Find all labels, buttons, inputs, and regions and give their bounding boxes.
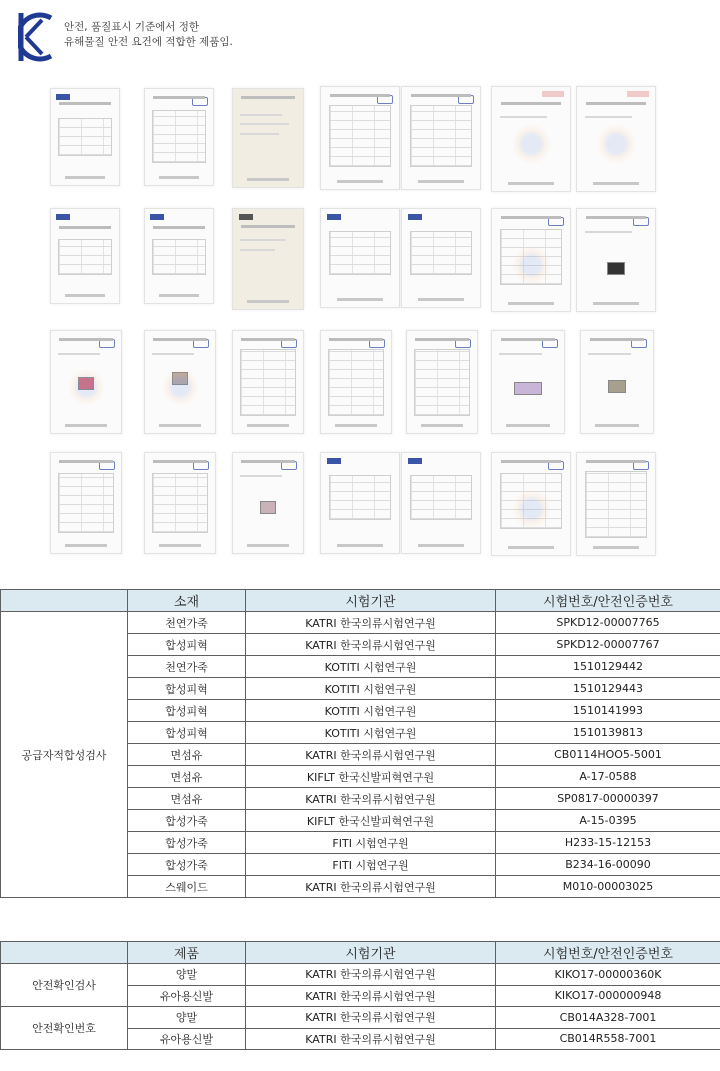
material-cell: 면섬유 bbox=[128, 766, 246, 788]
cert-number-cell: A-15-0395 bbox=[496, 810, 720, 832]
agency-cell: KATRI 한국의류시험연구원 bbox=[246, 1028, 496, 1050]
cert-number-cell: H233-15-12153 bbox=[496, 832, 720, 854]
material-cell: 합성피혁 bbox=[128, 722, 246, 744]
safety-confirmation-table bbox=[0, 941, 720, 1050]
header-agency: 시험기관 bbox=[246, 942, 496, 964]
test-report-thumbnail bbox=[232, 88, 304, 188]
test-report-thumbnail bbox=[576, 452, 656, 556]
agency-cell: FITI 시험연구원 bbox=[246, 832, 496, 854]
agency-cell: KOTITI 시험연구원 bbox=[246, 700, 496, 722]
test-report-thumbnail bbox=[491, 208, 571, 312]
test-report-thumbnail bbox=[50, 88, 120, 186]
material-cell: 스웨이드 bbox=[128, 876, 246, 898]
table-row bbox=[1, 964, 720, 986]
header-material: 소재 bbox=[128, 590, 246, 612]
group-label: 안전확인검사 bbox=[1, 964, 128, 1007]
agency-cell: KATRI 한국의류시험연구원 bbox=[246, 788, 496, 810]
cert-number-cell: 1510139813 bbox=[496, 722, 720, 744]
test-report-thumbnail bbox=[144, 208, 214, 304]
test-report-thumbnail bbox=[232, 208, 304, 310]
kc-certification-header bbox=[18, 10, 233, 66]
test-report-thumbnail bbox=[50, 208, 120, 304]
header-cert-number: 시험번호/안전인증번호 bbox=[496, 590, 720, 612]
cert-number-cell: M010-00003025 bbox=[496, 876, 720, 898]
header-product: 제품 bbox=[128, 942, 246, 964]
test-report-thumbnail bbox=[491, 330, 565, 434]
cert-number-cell: 1510129442 bbox=[496, 656, 720, 678]
agency-cell: KOTITI 시험연구원 bbox=[246, 678, 496, 700]
cert-number-cell: KIKO17-00000360K bbox=[496, 964, 720, 986]
test-report-thumbnail bbox=[144, 330, 216, 434]
agency-cell: KATRI 한국의류시험연구원 bbox=[246, 1007, 496, 1029]
table-row bbox=[1, 1007, 720, 1029]
test-report-thumbnail bbox=[576, 208, 656, 312]
supplier-table-body bbox=[1, 612, 720, 898]
test-report-thumbnail bbox=[580, 330, 654, 434]
material-cell: 합성피혁 bbox=[128, 678, 246, 700]
kc-statement bbox=[64, 20, 233, 50]
material-cell: 합성가죽 bbox=[128, 832, 246, 854]
agency-cell: KIFLT 한국신발피혁연구원 bbox=[246, 766, 496, 788]
material-cell: 합성가죽 bbox=[128, 854, 246, 876]
agency-cell: KIFLT 한국신발피혁연구원 bbox=[246, 810, 496, 832]
test-report-thumbnail bbox=[320, 452, 400, 554]
agency-cell: FITI 시험연구원 bbox=[246, 854, 496, 876]
agency-cell: KATRI 한국의류시험연구원 bbox=[246, 634, 496, 656]
kc-mark-icon bbox=[18, 10, 54, 64]
safety-table-body bbox=[1, 964, 720, 1050]
material-cell: 천연가죽 bbox=[128, 656, 246, 678]
cert-number-cell: 1510129443 bbox=[496, 678, 720, 700]
product-cell: 양말 bbox=[128, 1007, 246, 1029]
kc-statement-line-2: 유해물질 안전 요건에 적합한 제품임. bbox=[64, 36, 233, 48]
table-row bbox=[1, 612, 720, 634]
product-cell: 유아용신발 bbox=[128, 1028, 246, 1050]
cert-number-cell: 1510141993 bbox=[496, 700, 720, 722]
test-report-thumbnail bbox=[491, 86, 571, 192]
test-report-thumbnail bbox=[491, 452, 571, 556]
group-label: 안전확인번호 bbox=[1, 1007, 128, 1050]
test-report-thumbnail bbox=[232, 330, 304, 434]
agency-cell: KOTITI 시험연구원 bbox=[246, 656, 496, 678]
supplier-conformity-table bbox=[0, 589, 720, 898]
material-cell: 면섬유 bbox=[128, 788, 246, 810]
product-cell: 양말 bbox=[128, 964, 246, 986]
material-cell: 천연가죽 bbox=[128, 612, 246, 634]
material-cell: 합성가죽 bbox=[128, 810, 246, 832]
test-report-thumbnail bbox=[232, 452, 304, 554]
test-report-thumbnail bbox=[144, 452, 216, 554]
table-header-row bbox=[1, 942, 720, 964]
test-report-thumbnail bbox=[576, 86, 656, 192]
agency-cell: KATRI 한국의류시험연구원 bbox=[246, 964, 496, 986]
test-report-thumbnail bbox=[320, 208, 400, 308]
cert-number-cell: A-17-0588 bbox=[496, 766, 720, 788]
agency-cell: KATRI 한국의류시험연구원 bbox=[246, 876, 496, 898]
material-cell: 면섬유 bbox=[128, 744, 246, 766]
product-cell: 유아용신발 bbox=[128, 985, 246, 1007]
header-blank bbox=[1, 942, 128, 964]
material-cell: 합성피혁 bbox=[128, 634, 246, 656]
cert-number-cell: SPKD12-00007767 bbox=[496, 634, 720, 656]
group-label: 공급자적합성검사 bbox=[1, 612, 128, 898]
cert-number-cell: CB0114HOO5-5001 bbox=[496, 744, 720, 766]
header-agency: 시험기관 bbox=[246, 590, 496, 612]
header-blank bbox=[1, 590, 128, 612]
test-report-thumbnail bbox=[406, 330, 478, 434]
test-report-thumbnail bbox=[50, 330, 122, 434]
header-cert-number: 시험번호/안전인증번호 bbox=[496, 942, 720, 964]
material-cell: 합성피혁 bbox=[128, 700, 246, 722]
test-report-thumbnail bbox=[401, 208, 481, 308]
cert-number-cell: KIKO17-000000948 bbox=[496, 985, 720, 1007]
table-header-row bbox=[1, 590, 720, 612]
test-report-thumbnail bbox=[401, 452, 481, 554]
cert-number-cell: B234-16-00090 bbox=[496, 854, 720, 876]
test-report-thumbnail bbox=[50, 452, 122, 554]
cert-number-cell: SPKD12-00007765 bbox=[496, 612, 720, 634]
test-report-gallery bbox=[48, 80, 663, 560]
test-report-thumbnail bbox=[144, 88, 214, 186]
cert-number-cell: SP0817-00000397 bbox=[496, 788, 720, 810]
agency-cell: KOTITI 시험연구원 bbox=[246, 722, 496, 744]
agency-cell: KATRI 한국의류시험연구원 bbox=[246, 612, 496, 634]
test-report-thumbnail bbox=[320, 330, 392, 434]
kc-statement-line-1: 안전, 품질표시 기준에서 정한 bbox=[64, 21, 200, 33]
test-report-thumbnail bbox=[320, 86, 400, 190]
agency-cell: KATRI 한국의류시험연구원 bbox=[246, 744, 496, 766]
cert-number-cell: CB014A328-7001 bbox=[496, 1007, 720, 1029]
agency-cell: KATRI 한국의류시험연구원 bbox=[246, 985, 496, 1007]
test-report-thumbnail bbox=[401, 86, 481, 190]
cert-number-cell: CB014R558-7001 bbox=[496, 1028, 720, 1050]
